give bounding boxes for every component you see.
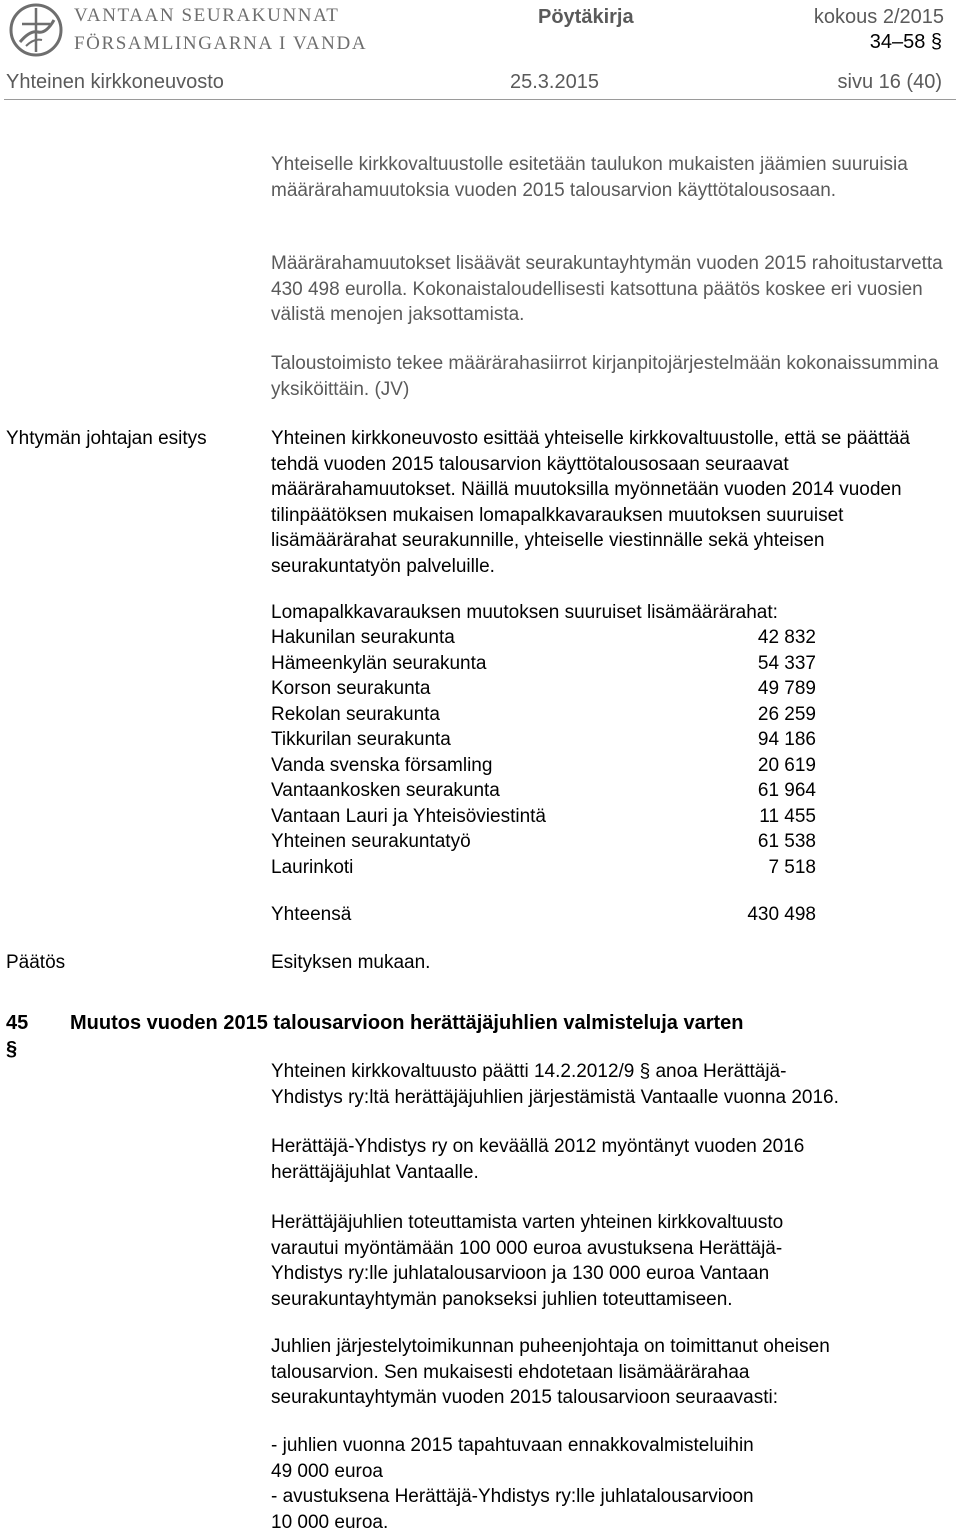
row-name: Hämeenkylän seurakunta (271, 651, 486, 677)
intro-paragraph-2: Määrärahamuutokset lisäävät seurakuntayhtymän vuoden 2015 rahoitustarvetta 430 498 eurolla. Kokonaistaloudellisesti katsottuna päätös koskee eri vuosien välistä menojen jaksottamista. (271, 251, 946, 328)
row-name: Vanda svenska församling (271, 753, 492, 779)
table-row (271, 753, 831, 779)
proposal-text: Yhteinen kirkkoneuvosto esittää yhteiselle kirkkovaltuustolle, että se päättää tehdä vuoden 2015 talousarvion käyttötalousosaan seuraavat määrärahamuutokset. Näillä muutoksilla myönnetään vuoden 2014 vuoden tilinpäätöksen mukaisen lomapalkkavarauksen muutoksen suuruiset lisämäärärahat seurakunnille, yhteiselle viestinnälle sekä yhteisen seurakuntatyön palveluille. (271, 426, 956, 579)
section-paragraph-2 (271, 1134, 956, 1185)
decision-label: Päätös (6, 950, 65, 976)
text-line: Herättäjä-Yhdistys ry on keväällä 2012 myöntänyt vuoden 2016 (271, 1134, 956, 1160)
decision-text: Esityksen mukaan. (271, 950, 956, 976)
table-row (271, 676, 831, 702)
text-line: Juhlien järjestelytoimikunnan puheenjohtaja on toimittanut oheisen (271, 1334, 956, 1360)
row-name: Korson seurakunta (271, 676, 431, 702)
section-paragraph-4 (271, 1334, 956, 1411)
allocation-table-title: Lomapalkkavarauksen muutoksen suuruiset lisämäärärahat: (271, 600, 956, 626)
row-name: Hakunilan seurakunta (271, 625, 455, 651)
section-range: 34–58 § (870, 30, 942, 54)
meeting-number: kokous 2/2015 (814, 5, 944, 29)
org-name-swedish: FÖRSAMLINGARNA I VANDA (74, 33, 367, 55)
text-line: seurakuntayhtymän vuoden 2015 talousarvioon seuraavasti: (271, 1385, 956, 1411)
table-row (271, 727, 831, 753)
row-value: 42 832 (758, 625, 816, 651)
list-item-amount: 49 000 euroa (271, 1459, 956, 1485)
meeting-date: 25.3.2015 (510, 70, 599, 94)
text-line: Yhdistys ry:lle juhlatalousarvioon ja 130 000 euroa Vantaan (271, 1261, 956, 1287)
table-total-row (271, 902, 831, 928)
table-row (271, 829, 831, 855)
section-number: 45 § (6, 1010, 28, 1062)
list-item: - juhlien vuonna 2015 tapahtuvaan ennakkovalmisteluihin (271, 1433, 956, 1459)
row-value: 49 789 (758, 676, 816, 702)
governing-body: Yhteinen kirkkoneuvosto (6, 70, 224, 94)
text-line: herättäjäjuhlat Vantaalle. (271, 1160, 956, 1186)
section-paragraph-3 (271, 1210, 956, 1312)
table-row (271, 625, 831, 651)
row-name: Vantaan Lauri ja Yhteisöviestintä (271, 804, 546, 830)
row-value: 11 455 (759, 804, 816, 830)
row-value: 20 619 (758, 753, 816, 779)
text-line: talousarvion. Sen mukaisesti ehdotetaan lisämäärärahaa (271, 1360, 956, 1386)
list-item: - avustuksena Herättäjä-Yhdistys ry:lle juhlatalousarvioon (271, 1484, 956, 1510)
table-row (271, 855, 831, 881)
header-divider (4, 99, 956, 100)
text-line: Yhteinen kirkkovaltuusto päätti 14.2.2012/9 § anoa Herättäjä- (271, 1059, 956, 1085)
intro-paragraph-1: Yhteiselle kirkkovaltuustolle esitetään taulukon mukaisten jäämien suuruisia määrärahamuutoksia vuoden 2015 talousarvion käyttötalousosaan. (271, 152, 946, 203)
text-line: Yhdistys ry:ltä herättäjäjuhlien järjestämistä Vantaalle vuonna 2016. (271, 1085, 956, 1111)
row-value: 61 964 (758, 778, 816, 804)
row-name: Yhteinen seurakuntatyö (271, 829, 471, 855)
intro-paragraph-3: Taloustoimisto tekee määrärahasiirrot kirjanpitojärjestelmään kokonaissummina yksiköittäin. (JV) (271, 351, 946, 402)
church-logo-icon (8, 2, 64, 58)
section-title: Muutos vuoden 2015 talousarvioon herättäjäjuhlien valmisteluja varten (70, 1010, 744, 1036)
row-name: Laurinkoti (271, 855, 353, 881)
total-label: Yhteensä (271, 902, 351, 928)
section-list (271, 1433, 956, 1535)
table-row (271, 804, 831, 830)
row-value: 26 259 (758, 702, 816, 728)
row-value: 61 538 (758, 829, 816, 855)
page-header (0, 0, 960, 100)
row-name: Rekolan seurakunta (271, 702, 440, 728)
text-line: seurakuntayhtymän panokseksi juhlien toteuttamiseen. (271, 1287, 956, 1313)
row-value: 7 518 (768, 855, 816, 881)
text-line: varautui myöntämään 100 000 euroa avustuksena Herättäjä- (271, 1236, 956, 1262)
document-type: Pöytäkirja (538, 5, 634, 29)
page-number: sivu 16 (40) (838, 70, 943, 94)
row-name: Vantaankosken seurakunta (271, 778, 500, 804)
table-row (271, 651, 831, 677)
row-value: 54 337 (758, 651, 816, 677)
list-item-amount: 10 000 euroa. (271, 1510, 956, 1535)
text-line: Herättäjäjuhlien toteuttamista varten yhteinen kirkkovaltuusto (271, 1210, 956, 1236)
table-row (271, 778, 831, 804)
table-row (271, 702, 831, 728)
proposal-label: Yhtymän johtajan esitys (6, 426, 207, 452)
row-name: Tikkurilan seurakunta (271, 727, 451, 753)
org-name-finnish: VANTAAN SEURAKUNNAT (74, 5, 340, 27)
section-paragraph-1 (271, 1059, 956, 1110)
total-value: 430 498 (747, 902, 816, 928)
row-value: 94 186 (758, 727, 816, 753)
